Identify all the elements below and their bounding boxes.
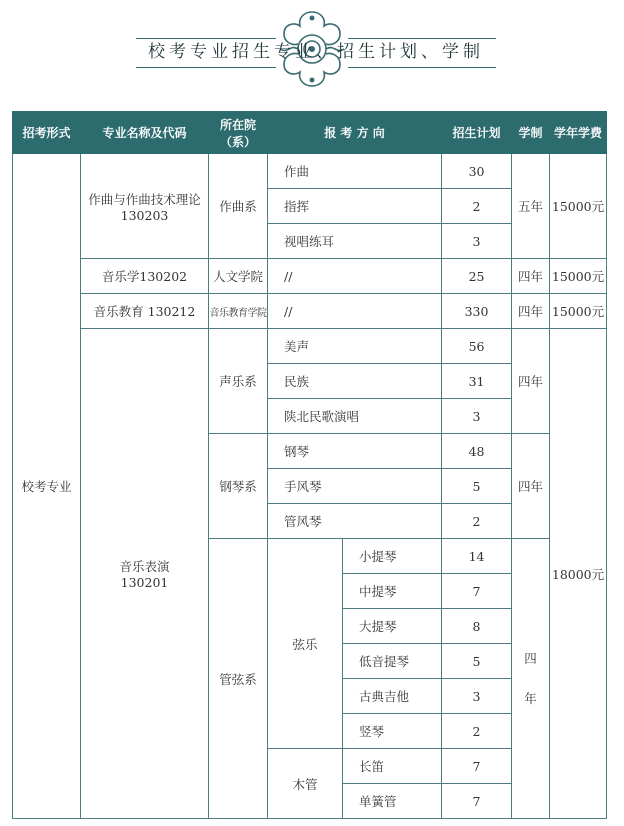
header-duration: 学制	[512, 112, 550, 154]
table-row	[13, 294, 607, 329]
header-fee: 学年学费	[550, 112, 607, 154]
plan-cell: 330	[442, 294, 512, 329]
fee-cell: 15000元	[550, 154, 607, 259]
direction-cell: 单簧管	[343, 784, 442, 819]
dept-cell: 管弦系	[209, 539, 268, 819]
plan-cell: 7	[442, 574, 512, 609]
subgroup-cell: 弦乐	[268, 539, 343, 749]
dept-cell: 人文学院	[209, 259, 268, 294]
plan-cell: 30	[442, 154, 512, 189]
fee-cell: 15000元	[550, 294, 607, 329]
header-banner	[0, 0, 624, 100]
header-direction: 报 考 方 向	[268, 112, 442, 154]
duration-cell	[512, 539, 550, 819]
major-code: 130201	[120, 575, 169, 590]
direction-cell: 作曲	[268, 154, 442, 189]
duration-cell: 四年	[512, 329, 550, 434]
dept-cell: 作曲系	[209, 154, 268, 259]
header-form: 招考形式	[13, 112, 81, 154]
direction-cell: 美声	[268, 329, 442, 364]
plan-cell: 31	[442, 364, 512, 399]
table-row	[13, 329, 607, 364]
direction-cell: 低音提琴	[343, 644, 442, 679]
major-name: 音乐表演	[119, 559, 170, 574]
dept-cell: 音乐教育学院	[209, 294, 268, 329]
header-major: 专业名称及代码	[81, 112, 209, 154]
plan-cell: 3	[442, 679, 512, 714]
subgroup-cell: 木管	[268, 749, 343, 819]
direction-cell: 大提琴	[343, 609, 442, 644]
admission-table	[12, 111, 606, 818]
table-row	[13, 154, 607, 189]
duration-cell: 四年	[512, 259, 550, 294]
fee-cell: 15000元	[550, 259, 607, 294]
duration-cell: 四年	[512, 434, 550, 539]
major-cell	[81, 329, 209, 819]
major-cell	[81, 154, 209, 259]
plan-cell: 3	[442, 399, 512, 434]
duration-char: 年	[524, 690, 537, 706]
direction-cell: 陕北民歌演唱	[268, 399, 442, 434]
plan-cell: 3	[442, 224, 512, 259]
duration-cell: 五年	[512, 154, 550, 259]
major-cell: 音乐教育 130212	[81, 294, 209, 329]
page-title: 校考专业招生专业、招生计划、学制	[148, 42, 484, 62]
plan-cell: 5	[442, 644, 512, 679]
header-row	[13, 112, 607, 154]
direction-cell: 钢琴	[268, 434, 442, 469]
fee-cell: 18000元	[550, 329, 607, 819]
direction-cell: //	[268, 294, 442, 329]
plan-cell: 14	[442, 539, 512, 574]
major-code: 130203	[120, 207, 169, 223]
plan-cell: 5	[442, 469, 512, 504]
plan-cell: 56	[442, 329, 512, 364]
direction-cell: 手风琴	[268, 469, 442, 504]
admission-form-cell: 校考专业	[13, 154, 81, 819]
dept-cell: 钢琴系	[209, 434, 268, 539]
direction-cell: 古典吉他	[343, 679, 442, 714]
plan-cell: 7	[442, 784, 512, 819]
direction-cell: 中提琴	[343, 574, 442, 609]
direction-cell: 管风琴	[268, 504, 442, 539]
plan-cell: 7	[442, 749, 512, 784]
direction-cell: 指挥	[268, 189, 442, 224]
direction-cell: 小提琴	[343, 539, 442, 574]
plan-cell: 48	[442, 434, 512, 469]
duration-char: 四	[524, 650, 537, 666]
direction-cell: 竖琴	[343, 714, 442, 749]
duration-cell: 四年	[512, 294, 550, 329]
direction-cell: 民族	[268, 364, 442, 399]
direction-cell: 视唱练耳	[268, 224, 442, 259]
plan-cell: 8	[442, 609, 512, 644]
direction-cell: 长笛	[343, 749, 442, 784]
header-plan: 招生计划	[442, 112, 512, 154]
header-dept: 所在院（系）	[209, 112, 268, 154]
dept-cell: 声乐系	[209, 329, 268, 434]
plan-cell: 2	[442, 714, 512, 749]
plan-cell: 2	[442, 189, 512, 224]
plan-cell: 25	[442, 259, 512, 294]
table-row	[13, 259, 607, 294]
plan-cell: 2	[442, 504, 512, 539]
major-cell: 音乐学130202	[81, 259, 209, 294]
major-name: 作曲与作曲技术理论	[88, 191, 201, 207]
direction-cell: //	[268, 259, 442, 294]
